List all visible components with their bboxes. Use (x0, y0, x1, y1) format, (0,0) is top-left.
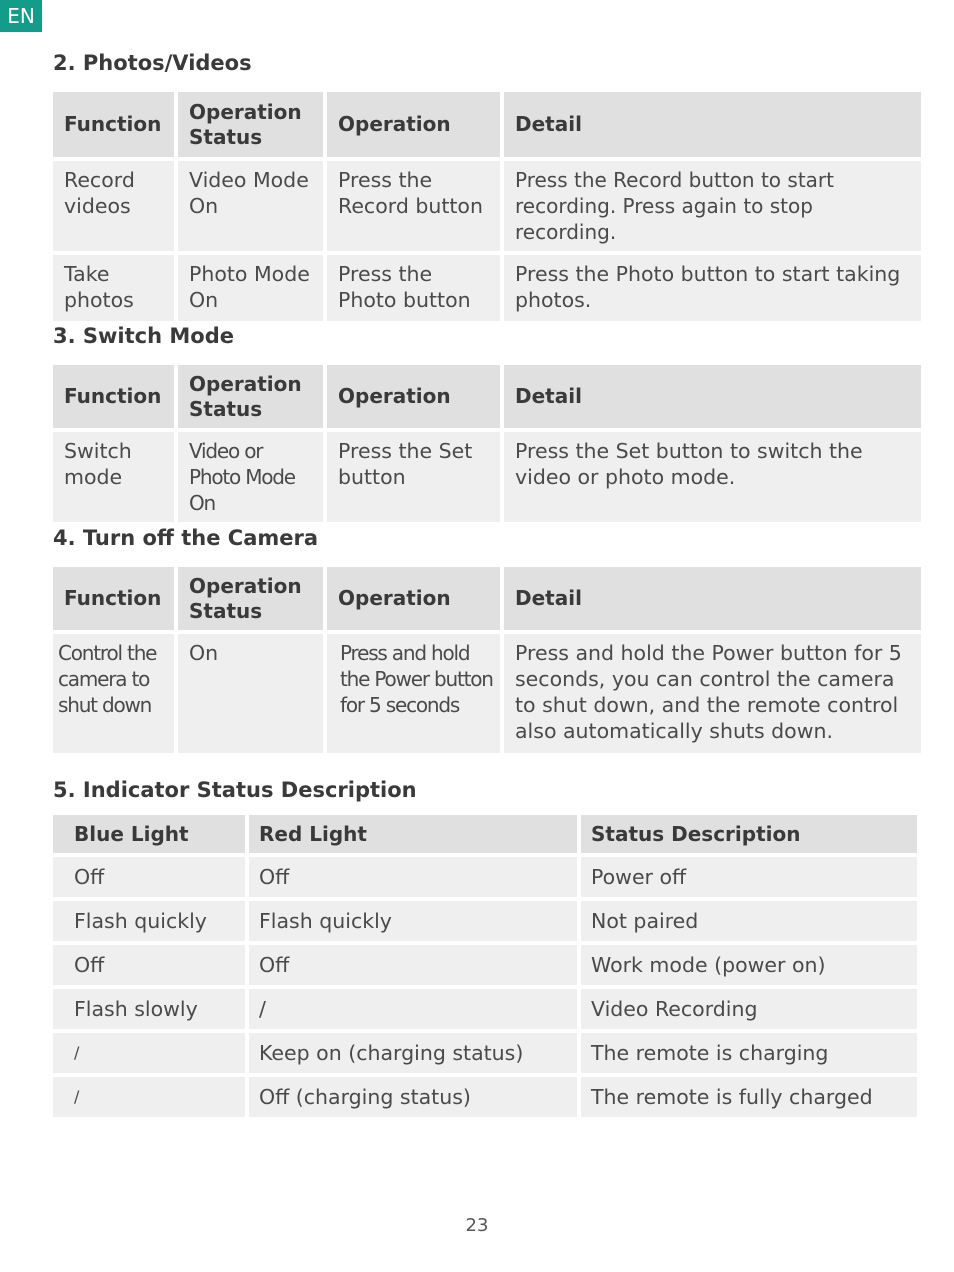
section-indicator-status (53, 775, 901, 1121)
table-row (53, 1033, 917, 1073)
cell-red-light: Flash quickly (249, 901, 577, 941)
section-title: 3. Switch Mode (53, 324, 234, 348)
cell-red-light: Off (249, 857, 577, 897)
table-row (53, 945, 917, 985)
cell-blue-light: Off (53, 857, 245, 897)
table-header-row (53, 815, 917, 853)
cell-function: Take photos (53, 255, 174, 321)
header-operation-status: Operation Status (178, 567, 323, 630)
cell-operation: Press and hold the Power button for 5 seconds (327, 634, 500, 753)
section-title: 4. Turn off the Camera (53, 526, 319, 550)
section-photos-videos (53, 48, 901, 325)
cell-detail: Press the Set button to switch the video or photo mode. (504, 432, 921, 522)
table-header-row (53, 92, 921, 157)
header-detail: Detail (504, 92, 921, 157)
header-operation: Operation (327, 365, 500, 428)
page-number: 23 (465, 1215, 489, 1236)
header-operation: Operation (327, 567, 500, 630)
cell-detail: Press and hold the Power button for 5 seconds, you can control the camera to shut down, and the remote control also automatically shuts down. (504, 634, 921, 753)
cell-detail: Press the Record button to start recording. Press again to stop recording. (504, 161, 921, 251)
indicator-table (49, 811, 921, 1121)
header-detail: Detail (504, 567, 921, 630)
table-row (53, 1077, 917, 1117)
cell-detail: Press the Photo button to start taking photos. (504, 255, 921, 321)
cell-operation-status: Video or Photo Mode On (178, 432, 323, 522)
cell-operation-status: Photo Mode On (178, 255, 323, 321)
table-row (53, 432, 921, 522)
cell-status-description: Power off (581, 857, 917, 897)
section-switch-mode (53, 321, 901, 526)
section-title: 2. Photos/Videos (53, 51, 252, 75)
cell-blue-light: / (53, 1033, 245, 1073)
table-row (53, 857, 917, 897)
cell-status-description: Video Recording (581, 989, 917, 1029)
switch-mode-table (49, 361, 925, 526)
header-detail: Detail (504, 365, 921, 428)
section-turn-off-camera (53, 523, 901, 757)
cell-red-light: Off (charging status) (249, 1077, 577, 1117)
header-function: Function (53, 92, 174, 157)
table-row (53, 901, 917, 941)
header-blue-light: Blue Light (53, 815, 245, 853)
cell-blue-light: / (53, 1077, 245, 1117)
cell-operation: Press the Photo button (327, 255, 500, 321)
table-row (53, 161, 921, 251)
table-header-row (53, 365, 921, 428)
header-operation-status: Operation Status (178, 92, 323, 157)
cell-operation: Press the Set button (327, 432, 500, 522)
cell-blue-light: Flash slowly (53, 989, 245, 1029)
photos-videos-table (49, 88, 925, 325)
cell-blue-light: Off (53, 945, 245, 985)
cell-status-description: Not paired (581, 901, 917, 941)
turn-off-camera-table (49, 563, 925, 757)
cell-function: Switch mode (53, 432, 174, 522)
cell-red-light: Off (249, 945, 577, 985)
table-header-row (53, 567, 921, 630)
cell-status-description: The remote is fully charged (581, 1077, 917, 1117)
cell-function: Record videos (53, 161, 174, 251)
section-title: 5. Indicator Status Description (53, 778, 417, 802)
cell-blue-light: Flash quickly (53, 901, 245, 941)
cell-red-light: Keep on (charging status) (249, 1033, 577, 1073)
cell-operation: Press the Record button (327, 161, 500, 251)
header-operation-status: Operation Status (178, 365, 323, 428)
cell-status-description: Work mode (power on) (581, 945, 917, 985)
table-row (53, 255, 921, 321)
header-status-description: Status Description (581, 815, 917, 853)
header-function: Function (53, 567, 174, 630)
header-function: Function (53, 365, 174, 428)
cell-operation-status: On (178, 634, 323, 753)
cell-function: Control the camera to shut down (53, 634, 174, 753)
cell-red-light: / (249, 989, 577, 1029)
language-tab: EN (0, 0, 42, 32)
header-operation: Operation (327, 92, 500, 157)
header-red-light: Red Light (249, 815, 577, 853)
cell-status-description: The remote is charging (581, 1033, 917, 1073)
table-row (53, 634, 921, 753)
cell-operation-status: Video Mode On (178, 161, 323, 251)
table-row (53, 989, 917, 1029)
